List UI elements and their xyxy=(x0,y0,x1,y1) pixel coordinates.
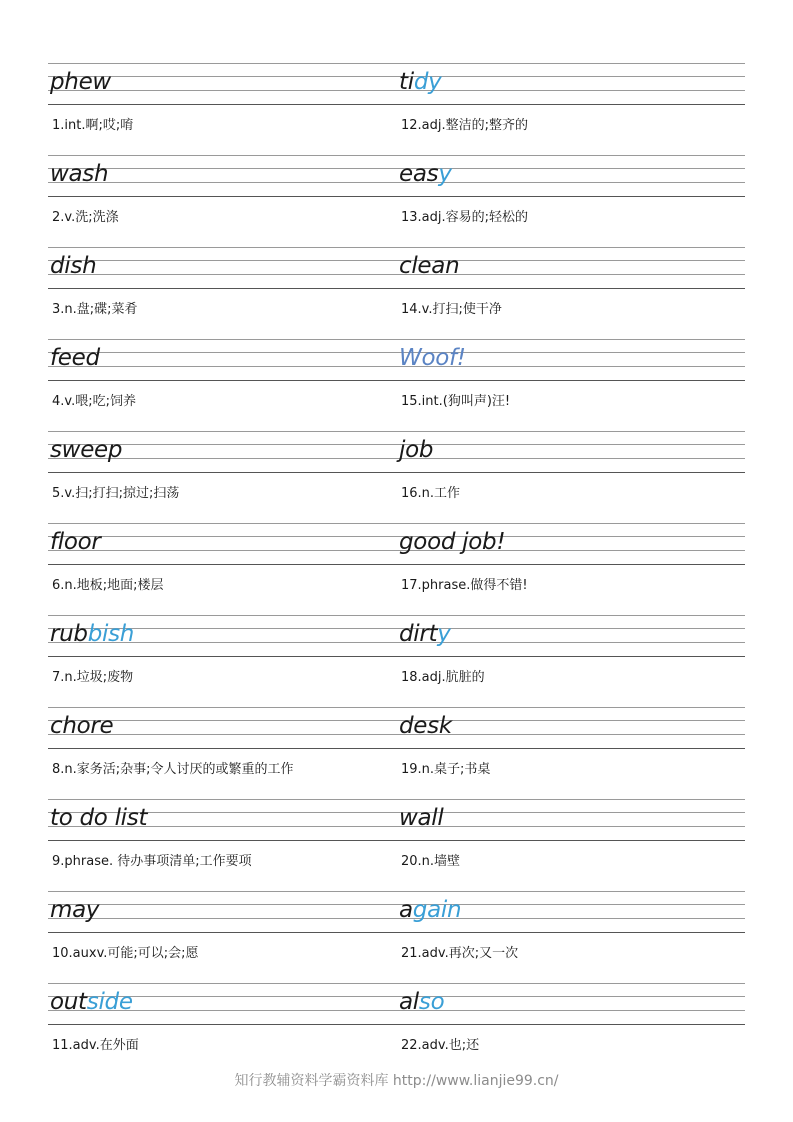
word-part: feed xyxy=(50,345,100,371)
writing-lines xyxy=(48,799,745,842)
word-part: wall xyxy=(399,805,444,831)
word-highlight: y xyxy=(438,161,452,187)
vocab-row xyxy=(48,339,745,431)
rule-line xyxy=(48,812,745,813)
vocab-meaning: 22.adv.也;还 xyxy=(401,1038,480,1053)
vocab-meaning: 18.adj.肮脏的 xyxy=(401,670,485,685)
vocab-word xyxy=(50,435,122,465)
vocab-meaning: 20.n.墙壁 xyxy=(401,854,461,869)
vocab-meaning: 2.v.洗;洗涤 xyxy=(52,210,119,225)
rule-line xyxy=(48,260,745,261)
vocab-meaning: 1.int.啊;哎;唷 xyxy=(52,118,134,133)
rule-line xyxy=(48,564,745,565)
rule-line xyxy=(48,615,745,616)
vocab-word xyxy=(50,987,133,1017)
writing-lines xyxy=(48,523,745,566)
vocab-word xyxy=(50,803,147,833)
rule-line xyxy=(48,734,745,735)
vocab-meaning: 10.auxv.可能;可以;会;愿 xyxy=(52,946,199,961)
word-part: a xyxy=(399,897,413,923)
vocab-word xyxy=(50,251,96,281)
vocab-row xyxy=(48,799,745,891)
vocab-word xyxy=(399,803,444,833)
word-part: al xyxy=(399,989,419,1015)
vocab-word xyxy=(50,159,108,189)
vocab-word xyxy=(399,711,452,741)
rule-line xyxy=(48,380,745,381)
writing-lines xyxy=(48,339,745,382)
vocab-meaning: 13.adj.容易的;轻松的 xyxy=(401,210,529,225)
rule-line xyxy=(48,748,745,749)
writing-lines xyxy=(48,983,745,1026)
rule-line xyxy=(48,1024,745,1025)
word-highlight: Woof! xyxy=(399,345,466,371)
word-highlight: so xyxy=(418,989,445,1015)
vocabulary-sheet xyxy=(48,63,745,1075)
writing-lines xyxy=(48,63,745,106)
word-part: job xyxy=(399,437,434,463)
vocab-word xyxy=(399,343,466,373)
rule-line xyxy=(48,247,745,248)
rule-line xyxy=(48,642,745,643)
vocab-meaning: 15.int.(狗叫声)汪! xyxy=(401,394,511,409)
vocab-word xyxy=(399,251,459,281)
writing-lines xyxy=(48,247,745,290)
rule-line xyxy=(48,444,745,445)
vocab-meaning: 6.n.地板;地面;楼层 xyxy=(52,578,164,593)
rule-line xyxy=(48,352,745,353)
word-part: may xyxy=(50,897,100,923)
writing-lines xyxy=(48,707,745,750)
word-part: wash xyxy=(50,161,109,187)
rule-line xyxy=(48,904,745,905)
word-part: chore xyxy=(50,713,114,739)
vocab-meaning: 16.n.工作 xyxy=(401,486,461,501)
vocab-meaning: 7.n.垃圾;废物 xyxy=(52,670,134,685)
rule-line xyxy=(48,826,745,827)
vocab-word xyxy=(399,527,505,557)
word-part: to do list xyxy=(50,805,148,831)
rule-line xyxy=(48,288,745,289)
word-highlight: gain xyxy=(412,897,462,923)
rule-line xyxy=(48,458,745,459)
vocab-row xyxy=(48,431,745,523)
vocab-word xyxy=(399,619,451,649)
word-part: good job! xyxy=(399,529,506,555)
rule-line xyxy=(48,550,745,551)
rule-line xyxy=(48,720,745,721)
vocab-row xyxy=(48,615,745,707)
writing-lines xyxy=(48,891,745,934)
writing-lines xyxy=(48,431,745,474)
rule-line xyxy=(48,366,745,367)
word-highlight: y xyxy=(437,621,451,647)
rule-line xyxy=(48,656,745,657)
word-highlight: dy xyxy=(413,69,442,95)
rule-line xyxy=(48,932,745,933)
vocab-word xyxy=(50,895,99,925)
vocab-word xyxy=(50,619,134,649)
rule-line xyxy=(48,840,745,841)
rule-line xyxy=(48,76,745,77)
rule-line xyxy=(48,168,745,169)
rule-line xyxy=(48,799,745,800)
rule-line xyxy=(48,891,745,892)
vocab-meaning: 4.v.喂;吃;饲养 xyxy=(52,394,136,409)
vocab-meaning: 3.n.盘;碟;菜肴 xyxy=(52,302,138,317)
vocab-word xyxy=(50,527,101,557)
rule-line xyxy=(48,918,745,919)
rule-line xyxy=(48,182,745,183)
vocab-meaning: 17.phrase.做得不错! xyxy=(401,578,528,593)
vocab-meaning: 12.adj.整洁的;整齐的 xyxy=(401,118,529,133)
word-part: ti xyxy=(399,69,414,95)
vocab-row xyxy=(48,707,745,799)
rule-line xyxy=(48,536,745,537)
word-part: sweep xyxy=(50,437,123,463)
vocab-word xyxy=(399,435,433,465)
vocab-word xyxy=(399,987,444,1017)
vocab-meaning: 8.n.家务活;杂事;令人讨厌的或繁重的工作 xyxy=(52,762,294,777)
rule-line xyxy=(48,104,745,105)
word-part: dirt xyxy=(399,621,438,647)
word-highlight: side xyxy=(86,989,133,1015)
vocab-word xyxy=(50,67,111,97)
word-part: rub xyxy=(50,621,88,647)
word-part: eas xyxy=(399,161,439,187)
vocab-word xyxy=(50,711,113,741)
rule-line xyxy=(48,196,745,197)
vocab-meaning: 5.v.扫;打扫;掠过;扫荡 xyxy=(52,486,180,501)
vocab-meaning: 11.adv.在外面 xyxy=(52,1038,139,1053)
vocab-meaning: 14.v.打扫;使干净 xyxy=(401,302,502,317)
vocab-row xyxy=(48,891,745,983)
word-highlight: bish xyxy=(87,621,135,647)
rule-line xyxy=(48,339,745,340)
word-part: out xyxy=(50,989,87,1015)
vocab-word xyxy=(399,67,441,97)
word-part: floor xyxy=(50,529,101,555)
writing-lines xyxy=(48,615,745,658)
vocab-row xyxy=(48,983,745,1075)
rule-line xyxy=(48,1010,745,1011)
rule-line xyxy=(48,707,745,708)
rule-line xyxy=(48,274,745,275)
rule-line xyxy=(48,628,745,629)
rule-line xyxy=(48,63,745,64)
word-part: desk xyxy=(399,713,452,739)
word-part: phew xyxy=(50,69,111,95)
footer-text: 知行教辅资料学霸资料库 http://www.lianjie99.cn/ xyxy=(234,1073,559,1089)
vocab-meaning: 19.n.桌子;书桌 xyxy=(401,762,491,777)
vocab-word xyxy=(399,159,452,189)
rule-line xyxy=(48,996,745,997)
word-part: clean xyxy=(399,253,460,279)
vocab-word xyxy=(399,895,461,925)
vocab-row xyxy=(48,63,745,155)
word-part: dish xyxy=(50,253,97,279)
rule-line xyxy=(48,431,745,432)
vocab-row xyxy=(48,155,745,247)
vocab-meaning: 21.adv.再次;又一次 xyxy=(401,946,519,961)
vocab-row xyxy=(48,247,745,339)
vocab-row xyxy=(48,523,745,615)
rule-line xyxy=(48,472,745,473)
vocab-meaning: 9.phrase. 待办事项清单;工作要项 xyxy=(52,854,252,869)
rule-line xyxy=(48,155,745,156)
rule-line xyxy=(48,90,745,91)
rule-line xyxy=(48,983,745,984)
rule-line xyxy=(48,523,745,524)
vocab-word xyxy=(50,343,100,373)
writing-lines xyxy=(48,155,745,198)
